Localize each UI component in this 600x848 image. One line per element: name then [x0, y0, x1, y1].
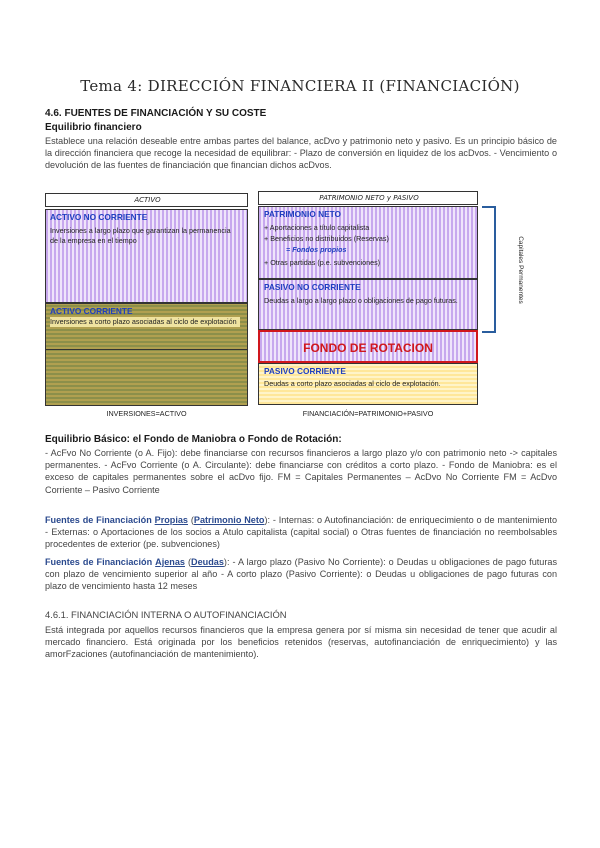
- fondo-rotacion-label: FONDO DE ROTACION: [303, 341, 433, 355]
- intro-paragraph: Establece una relación deseable entre ambas partes del balance, acDvo y patrimonio neto y pasivo. Es un principio básico de la dirección financiera que recoge la necesidad de equilibrar: - Plazo de conversión en liquidez de los acDvos. - Vencimiento o devolución de las fuentes de financiación que financian dichos acDvos.: [45, 136, 557, 171]
- fuentes-propias-kw1: Propias: [154, 515, 188, 525]
- fuentes-ajenas-label: Fuentes de Financiación: [45, 557, 153, 567]
- pasivo-corriente-text: Deudas a corto plazo asociadas al ciclo de explotación.: [264, 379, 441, 388]
- activo-header-box: [45, 193, 248, 207]
- fuentes-propias-text: : - Internas: o Autofinanciación: de enriquecimiento o de mantenimiento - Externas: o Aportaciones de los socios a Atulo capitalista (capital social) o Otras fuentes de financiación no reembolsables procedentes de exterior (pe. subvenciones): [45, 515, 557, 550]
- balance-diagram: [45, 190, 557, 420]
- pn-item-1: + Aportaciones a título capitalista: [264, 223, 370, 232]
- activo-no-corriente-box: [45, 209, 248, 303]
- pasivo-no-corriente-box: [258, 279, 478, 330]
- inversiones-caption: INVERSIONES=ACTIVO: [106, 409, 187, 418]
- patrimonio-neto-title: PATRIMONIO NETO: [264, 209, 341, 219]
- patrimonio-neto-box: [258, 206, 478, 279]
- fuentes-ajenas-kw1: Ajenas: [155, 557, 185, 567]
- fuentes-ajenas-text: : - A largo plazo (Pasivo No Corriente): o Deudas u obligaciones de pago futuras con plazo de vencimiento superior al año - A corto plazo (Pasivo Corriente): o Deudas u obligaciones de pago futuras con plazo de vencimiento hasta 12 meses: [45, 557, 557, 592]
- page-title: Tema 4: DIRECCIÓN FINANCIERA II (FINANCIACIÓN): [80, 77, 520, 95]
- equilibrio-basico-text: - AcFvo No Corriente (o A. Fijo): debe financiarse con recursos financieros a largo plazo y/o con patrimonio neto -> capitales permanentes. - AcFvo Corriente (o A. Circulante): debe financiarse con créditos a corto plazo. - Fondo de Maniobra: es el exceso de capitales permanentes sobre el acDvo fijo. FM = Capitales Permanentes – AcDvo No Corriente FM = AcDvo Corriente – Pasivo Corriente: [45, 448, 557, 495]
- activo-corriente-fill: [45, 350, 248, 406]
- activo-corriente-box: [45, 303, 248, 350]
- pn-item-3: = Fondos propios: [286, 245, 347, 254]
- capitales-permanentes-label: Capitales Permanentes: [517, 236, 524, 304]
- financiacion-caption: FINANCIACIÓN=PATRIMONIO+PASIVO: [302, 409, 434, 418]
- pasivo-no-corriente-text: Deudas a largo a largo plazo o obligaciones de pago futuras.: [264, 296, 458, 305]
- section-heading: 4.6. FUENTES DE FINANCIACIÓN Y SU COSTE: [45, 108, 267, 119]
- activo-no-corriente-title: ACTIVO NO CORRIENTE: [50, 212, 148, 222]
- fuentes-propias-paragraph: Fuentes de Financiación Propias (Patrimonio Neto): - Internas: o Autofinanciación: de enriquecimiento o de mantenimiento - Externas: o Aportaciones de los socios a Atulo capitalista (capital social) o Otras fuentes de financiación no reembolsables procedentes de exterior (pe. subvenciones): [45, 515, 557, 550]
- pasivo-no-corriente-title: PASIVO NO CORRIENTE: [264, 282, 361, 292]
- activo-corriente-text: Inversiones a corto plazo asociadas al ciclo de explotación: [50, 317, 240, 327]
- pasivo-header: PATRIMONIO NETO y PASIVO: [319, 194, 419, 202]
- pasivo-corriente-box: [258, 363, 478, 405]
- fuentes-propias-label: Fuentes de Financiación: [45, 515, 152, 525]
- capitales-permanentes-bracket: [482, 206, 496, 333]
- activo-no-corriente-text: Inversiones a largo plazo que garantizan la permanencia de la empresa en el tiempo: [50, 226, 231, 245]
- fuentes-ajenas-paragraph: Fuentes de Financiación Ajenas (Deudas): - A largo plazo (Pasivo No Corriente): o Deudas u obligaciones de pago futuras con plazo de vencimiento superior al año - A corto plazo (Pasivo Corriente): o Deudas u obligaciones de pago futuras con plazo de vencimiento hasta 12 meses: [45, 557, 557, 592]
- pn-item-2: + Beneficios no distribuidos (Reservas): [264, 234, 389, 243]
- activo-header: ACTIVO: [134, 196, 161, 204]
- activo-corriente-title: ACTIVO CORRIENTE: [50, 306, 133, 316]
- fuentes-propias-kw2: Patrimonio Neto: [193, 515, 265, 525]
- subsection-461-title: 4.6.1. FINANCIACIÓN INTERNA O AUTOFINANCIACIÓN: [45, 609, 287, 620]
- fuentes-ajenas-kw2: Deudas: [191, 557, 224, 567]
- pasivo-header-box: [258, 191, 478, 205]
- subsection-heading: Equilibrio financiero: [45, 122, 142, 133]
- fondo-rotacion-box: [258, 330, 478, 363]
- pasivo-corriente-title: PASIVO CORRIENTE: [264, 366, 346, 376]
- equilibrio-basico-title: Equilibrio Básico: el Fondo de Maniobra o Fondo de Rotación:: [45, 434, 342, 445]
- pn-item-4: + Otras partidas (p.e. subvenciones): [264, 258, 381, 267]
- subsection-461-text: Está integrada por aquellos recursos financieros que la empresa genera por sí misma sin necesidad de tener que acudir al mercado financiero. Está originada por los beneficios retenidos (reservas, autofinanciación de enriquecimiento) y las amorFzaciones (autofinanciación de mantenimiento).: [45, 625, 557, 660]
